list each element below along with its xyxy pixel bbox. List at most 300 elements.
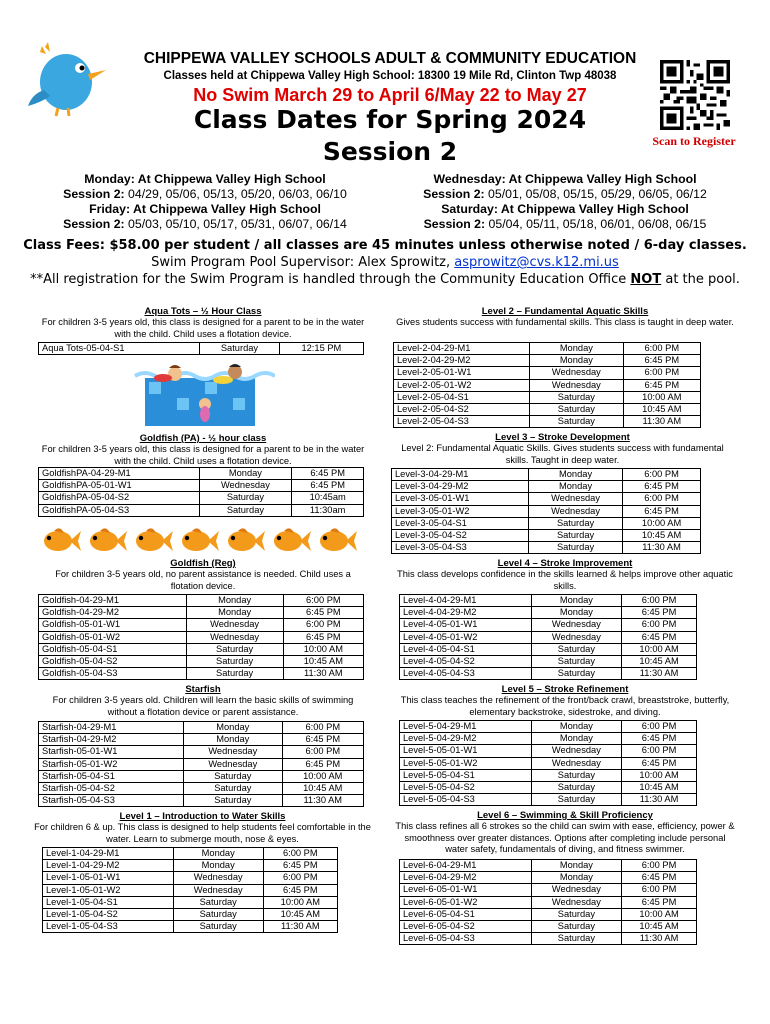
class-code: Level-3-05-04-S3 [392,542,529,554]
class-code: Level-2-05-04-S2 [394,404,530,416]
class-day: Wednesday [186,619,283,631]
class-time: 12:15 PM [279,343,363,355]
table-row [400,860,697,872]
class-code: Aqua Tots-05-04-S1 [39,343,200,355]
section-desc: This class teaches the refinement of the front/back crawl, breaststroke, butterfly, elementary backstroke, sidestroke, and diving. [400,695,730,717]
starfish-table [38,721,364,807]
section-title: Goldfish (Reg) [170,558,236,569]
section-title: Starfish [185,684,221,695]
class-code: Goldfish-05-01-W1 [39,619,187,631]
class-code: Level-4-05-01-W2 [400,631,532,643]
goldfish-icon [132,525,174,555]
class-time: 6:00 PM [622,860,697,872]
section-desc: This class develops confidence in the skills learned & helps improve other aquatic skills. [397,569,733,591]
class-time: 6:00 PM [283,619,363,631]
level-3-section [390,432,735,466]
class-code: Starfish-04-29-M1 [39,722,184,734]
class-day: Saturday [186,656,283,668]
level-6-table [399,859,697,945]
class-day: Saturday [531,933,621,945]
table-row [394,379,701,391]
class-time: 6:00 PM [263,848,337,860]
table-row [43,921,338,933]
class-code: Starfish-05-01-W2 [39,758,184,770]
class-time: 11:30 AM [283,668,363,680]
table-row [39,656,364,668]
table-row [39,631,364,643]
class-day: Monday [531,721,621,733]
class-day: Saturday [530,404,624,416]
section-title: Level 3 – Stroke Development [495,432,630,443]
class-day: Saturday [531,794,621,806]
class-day: Monday [199,468,292,480]
fees-block [0,237,770,288]
table-row [43,848,338,860]
class-day: Wednesday [530,367,624,379]
section-desc: For children 6 & up. This class is designed to help students feel comfortable in the water. Learn to submerge mouth, nose & eyes. [34,822,371,844]
class-code: Level-2-05-01-W1 [394,367,530,379]
class-code: Level-5-04-29-M2 [400,733,532,745]
no-swim-notice: No Swim March 29 to April 6/May 22 to May 27 [193,85,587,105]
class-day: Saturday [200,343,280,355]
class-code: Level-5-05-04-S1 [400,769,532,781]
monday-friday-block [40,172,370,232]
class-code: Level-5-04-29-M1 [400,721,532,733]
class-code: Level-3-04-29-M2 [392,481,529,493]
class-code: Level-3-04-29-M1 [392,469,529,481]
table-row [43,909,338,921]
class-day: Wednesday [173,872,263,884]
class-day: Saturday [531,921,621,933]
class-time: 6:00 PM [622,721,697,733]
blue-bird-icon [22,38,110,118]
class-time: 6:45 PM [283,607,363,619]
class-code: Level-3-05-04-S2 [392,530,529,542]
class-day: Monday [531,733,621,745]
aqua-tots-table [38,342,364,355]
class-day: Monday [186,607,283,619]
swimmers-illustration [125,358,275,430]
class-time: 6:45 PM [292,468,364,480]
level-2-section [395,306,735,329]
table-row [394,416,701,428]
table-row [39,468,364,480]
class-day: Wednesday [531,757,621,769]
table-row [394,404,701,416]
table-row [39,607,364,619]
table-row [400,933,697,945]
class-time: 6:00 PM [623,343,700,355]
class-code: Level-2-05-04-S3 [394,416,530,428]
class-day: Wednesday [184,758,282,770]
class-time: 6:45 PM [623,481,701,493]
class-code: Level-5-05-04-S2 [400,782,532,794]
class-day: Saturday [199,492,292,504]
wednesday-title: Wednesday: At Chippewa Valley High School [433,172,697,186]
class-day: Saturday [529,517,623,529]
wednesday-saturday-block [395,172,735,232]
goldfish-reg-table [38,594,364,680]
class-time: 6:00 PM [622,619,697,631]
class-code: Starfish-05-04-S2 [39,783,184,795]
table-row [39,770,364,782]
section-title: Level 1 – Introduction to Water Skills [119,811,286,822]
class-time: 6:45 PM [263,884,337,896]
section-desc: Level 2: Fundamental Aquatic Skills. Gives students success with fundamental skills. Taught in deep water. [401,443,724,465]
table-row [392,505,701,517]
class-time: 10:45 AM [622,921,697,933]
class-code: Level-1-05-04-S1 [43,896,174,908]
class-code: Level-6-05-01-W1 [400,884,532,896]
class-code: Starfish-05-01-W1 [39,746,184,758]
class-time: 6:00 PM [623,493,701,505]
class-day: Saturday [186,643,283,655]
class-day: Monday [531,872,621,884]
class-code: Level-3-05-04-S1 [392,517,529,529]
class-day: Monday [184,722,282,734]
class-code: Goldfish-04-29-M1 [39,595,187,607]
table-row [400,595,697,607]
class-code: Starfish-05-04-S3 [39,795,184,807]
class-time: 6:00 PM [283,595,363,607]
class-time: 6:00 PM [622,595,697,607]
table-row [392,493,701,505]
table-row [39,758,364,770]
table-row [39,504,364,516]
table-row [400,668,697,680]
class-time: 6:00 PM [623,469,701,481]
location-line: Classes held at Chippewa Valley High School: 18300 19 Mile Rd, Clinton Twp 48038 [163,70,617,82]
class-day: Saturday [531,769,621,781]
class-day: Wednesday [531,631,621,643]
section-title: Level 5 – Stroke Refinement [501,684,629,695]
class-time: 6:45 PM [622,733,697,745]
class-code: Level-1-05-04-S3 [43,921,174,933]
table-row [392,530,701,542]
table-row [39,722,364,734]
table-row [43,872,338,884]
class-day: Saturday [531,782,621,794]
table-row [392,542,701,554]
class-time: 10:00 AM [283,643,363,655]
class-code: Level-1-05-04-S2 [43,909,174,921]
class-time: 6:00 PM [623,367,700,379]
section-desc: For children 3-5 years old. Children will learn the basic skills of swimming without a flotation device or parent assistance. [52,695,354,717]
class-code: Level-6-05-04-S1 [400,908,532,920]
class-day: Saturday [531,656,621,668]
class-time: 11:30 AM [622,794,697,806]
table-row [39,746,364,758]
class-day: Monday [531,860,621,872]
class-time: 6:45 PM [282,758,363,770]
table-row [39,595,364,607]
table-row [39,343,364,355]
table-row [394,343,701,355]
goldfish-icon [270,525,312,555]
class-code: Level-6-04-29-M1 [400,860,532,872]
class-code: Level-5-05-01-W1 [400,745,532,757]
table-row [400,656,697,668]
table-row [400,872,697,884]
class-time: 11:30 AM [623,416,700,428]
class-code: Level-4-05-04-S1 [400,643,532,655]
class-time: 11:30am [292,504,364,516]
class-code: Level-1-05-01-W1 [43,872,174,884]
class-code: Goldfish-05-04-S2 [39,656,187,668]
table-row [43,884,338,896]
table-row [400,733,697,745]
class-code: Level-1-04-29-M2 [43,860,174,872]
monday-title: Monday: At Chippewa Valley High School [84,172,326,186]
class-day: Wednesday [530,379,624,391]
goldfish-reg-section [38,558,368,592]
table-row [400,619,697,631]
section-title: Level 2 – Fundamental Aquatic Skills [481,306,649,317]
table-row [400,643,697,655]
class-code: Level-2-04-29-M1 [394,343,530,355]
table-row [39,668,364,680]
class-day: Monday [529,481,623,493]
title-line-2: Session 2 [322,137,458,166]
table-row [39,795,364,807]
class-day: Saturday [186,668,283,680]
class-time: 11:30 AM [623,542,701,554]
class-time: 10:00 AM [622,908,697,920]
goldfish-icon [40,525,82,555]
class-day: Monday [186,595,283,607]
section-desc: This class refines all 6 strokes so the child can swim with ease, efficiency, power & smoothness over greater distances. Options after completing include personal water safety, fundamentals of diving, and fitness swimmer. [395,821,735,854]
section-title: Goldfish (PA) - ½ hour class [139,433,267,444]
class-time: 6:45 PM [622,896,697,908]
class-day: Wednesday [173,884,263,896]
class-day: Wednesday [529,493,623,505]
class-day: Wednesday [529,505,623,517]
class-day: Wednesday [186,631,283,643]
class-time: 6:45 PM [263,860,337,872]
table-row [43,860,338,872]
table-row [400,908,697,920]
class-time: 10:00 AM [263,896,337,908]
class-time: 6:45 PM [622,757,697,769]
table-row [400,782,697,794]
class-code: Level-4-04-29-M2 [400,607,532,619]
table-row [400,794,697,806]
scan-to-register-link[interactable]: Scan to Register [652,134,736,148]
class-code: Level-1-05-01-W2 [43,884,174,896]
class-time: 11:30 AM [282,795,363,807]
table-row [39,492,364,504]
class-code: Level-6-04-29-M2 [400,872,532,884]
class-time: 10:45 AM [283,656,363,668]
goldfish-icon [316,525,358,555]
table-row [400,745,697,757]
class-day: Monday [531,595,621,607]
class-code: Level-2-05-04-S1 [394,391,530,403]
class-day: Saturday [531,643,621,655]
table-row [400,884,697,896]
section-title: Level 4 – Stroke Improvement [497,558,633,569]
class-time: 6:45 PM [622,631,697,643]
table-row [400,631,697,643]
class-time: 11:30 AM [263,921,337,933]
table-row [39,643,364,655]
class-fees: Class Fees: $58.00 per student / all classes are 45 minutes unless otherwise noted / 6-day classes. [23,238,747,253]
class-time: 10:45 AM [623,404,700,416]
class-day: Saturday [531,908,621,920]
class-time: 10:00 AM [282,770,363,782]
class-day: Monday [184,734,282,746]
class-code: Goldfish-05-01-W2 [39,631,187,643]
class-code: GoldfishPA-05-04-S3 [39,504,200,516]
table-row [39,480,364,492]
table-row [392,481,701,493]
class-code: Goldfish-05-04-S1 [39,643,187,655]
class-day: Saturday [531,668,621,680]
table-row [400,921,697,933]
friday-title: Friday: At Chippewa Valley High School [89,202,321,216]
class-time: 6:00 PM [263,872,337,884]
level-1-table [42,847,338,933]
registration-note: **All registration for the Swim Program is handled through the Community Education Office NOT at the pool. [30,272,740,287]
level-5-section [395,684,735,718]
table-row [39,783,364,795]
table-row [39,734,364,746]
class-code: Level-3-05-01-W2 [392,505,529,517]
table-row [39,619,364,631]
class-day: Saturday [199,504,292,516]
goldfish-icon [224,525,266,555]
class-code: Level-4-05-04-S2 [400,656,532,668]
class-day: Monday [530,343,624,355]
class-code: Level-6-05-01-W2 [400,896,532,908]
class-time: 6:45 PM [623,379,700,391]
section-title: Level 6 – Swimming & Skill Proficiency [477,810,653,821]
level-2-table [393,342,701,428]
starfish-section [38,684,368,718]
class-time: 6:00 PM [622,745,697,757]
class-time: 6:00 PM [282,722,363,734]
class-time: 10:45 AM [622,782,697,794]
goldfish-pa-section [38,433,368,467]
table-row [400,721,697,733]
class-time: 6:45 PM [623,355,700,367]
org-name: CHIPPEWA VALLEY SCHOOLS ADULT & COMMUNITY EDUCATION [143,50,637,67]
class-day: Monday [529,469,623,481]
level-5-table [399,720,697,806]
class-code: Goldfish-05-04-S3 [39,668,187,680]
class-code: Level-5-05-04-S3 [400,794,532,806]
goldfish-pa-table [38,467,364,517]
section-desc: For children 3-5 years old, this class is designed for a parent to be in the water with the child. Child uses a flotation device. [41,444,365,466]
table-row [400,607,697,619]
level-1-section [30,811,375,845]
supervisor-line: Swim Program Pool Supervisor: Alex Sprowitz, asprowitz@cvs.k12.mi.us [151,255,619,270]
class-time: 10:45 AM [622,656,697,668]
class-day: Wednesday [184,746,282,758]
class-day: Wednesday [531,896,621,908]
class-time: 6:45 PM [622,872,697,884]
table-row [394,355,701,367]
supervisor-email-link[interactable]: asprowitz@cvs.k12.mi.us [454,255,619,270]
section-desc: For children 3-5 years old, this class is designed for a parent to be in the water with the child. Child uses a flotation device. [41,317,365,339]
class-time: 6:45 PM [282,734,363,746]
class-code: GoldfishPA-05-04-S2 [39,492,200,504]
class-time: 10:00 AM [623,517,701,529]
table-row [400,757,697,769]
table-row [43,896,338,908]
class-day: Saturday [530,416,624,428]
monday-dates: Session 2: 04/29, 05/06, 05/13, 05/20, 06/03, 06/10 [63,187,347,201]
class-day: Saturday [529,530,623,542]
class-time: 11:30 AM [622,933,697,945]
section-desc: For children 3-5 years old, no parent assistance is needed. Child uses a flotation device. [55,569,351,591]
class-day: Wednesday [199,480,292,492]
class-day: Monday [173,848,263,860]
title-line-1: Class Dates for Spring 2024 [193,105,587,134]
section-title: Aqua Tots – ½ Hour Class [144,306,262,317]
class-code: Starfish-05-04-S1 [39,770,184,782]
class-code: Level-1-04-29-M1 [43,848,174,860]
class-code: Level-4-04-29-M1 [400,595,532,607]
class-code: Level-2-05-01-W2 [394,379,530,391]
table-row [400,896,697,908]
class-code: Level-4-05-01-W1 [400,619,532,631]
class-code: Level-5-05-01-W2 [400,757,532,769]
class-day: Saturday [184,783,282,795]
page-title [110,104,670,168]
class-time: 10:45 AM [623,530,701,542]
class-time: 6:45 PM [283,631,363,643]
class-time: 6:00 PM [622,884,697,896]
class-code: Goldfish-04-29-M2 [39,607,187,619]
goldfish-icon [178,525,220,555]
class-time: 10:00 AM [622,643,697,655]
class-day: Monday [173,860,263,872]
saturday-dates: Session 2: 05/04, 05/11, 05/18, 06/01, 06/08, 06/15 [423,217,707,231]
class-day: Wednesday [531,745,621,757]
class-day: Monday [530,355,624,367]
level-4-section [395,558,735,592]
class-day: Wednesday [531,884,621,896]
table-row [394,391,701,403]
class-time: 6:45 PM [292,480,364,492]
table-row [392,517,701,529]
class-time: 10:45 AM [282,783,363,795]
wednesday-dates: Session 2: 05/01, 05/08, 05/15, 05/29, 06/05, 06/12 [423,187,707,201]
aqua-tots-section [38,306,368,340]
class-day: Saturday [173,909,263,921]
class-day: Saturday [529,542,623,554]
qr-code-icon[interactable] [660,60,730,130]
level-4-table [399,594,697,680]
class-time: 6:45 PM [623,505,701,517]
class-day: Saturday [184,795,282,807]
goldfish-row [40,525,370,557]
class-day: Monday [531,607,621,619]
class-code: Level-4-05-04-S3 [400,668,532,680]
saturday-title: Saturday: At Chippewa Valley High School [441,202,689,216]
table-row [400,769,697,781]
class-code: Starfish-04-29-M2 [39,734,184,746]
class-day: Saturday [184,770,282,782]
class-day: Saturday [530,391,624,403]
class-code: Level-6-05-04-S2 [400,921,532,933]
class-time: 10:00 AM [623,391,700,403]
class-code: GoldfishPA-04-29-M1 [39,468,200,480]
level-3-table [391,468,701,554]
class-time: 10:00 AM [622,769,697,781]
class-time: 6:00 PM [282,746,363,758]
